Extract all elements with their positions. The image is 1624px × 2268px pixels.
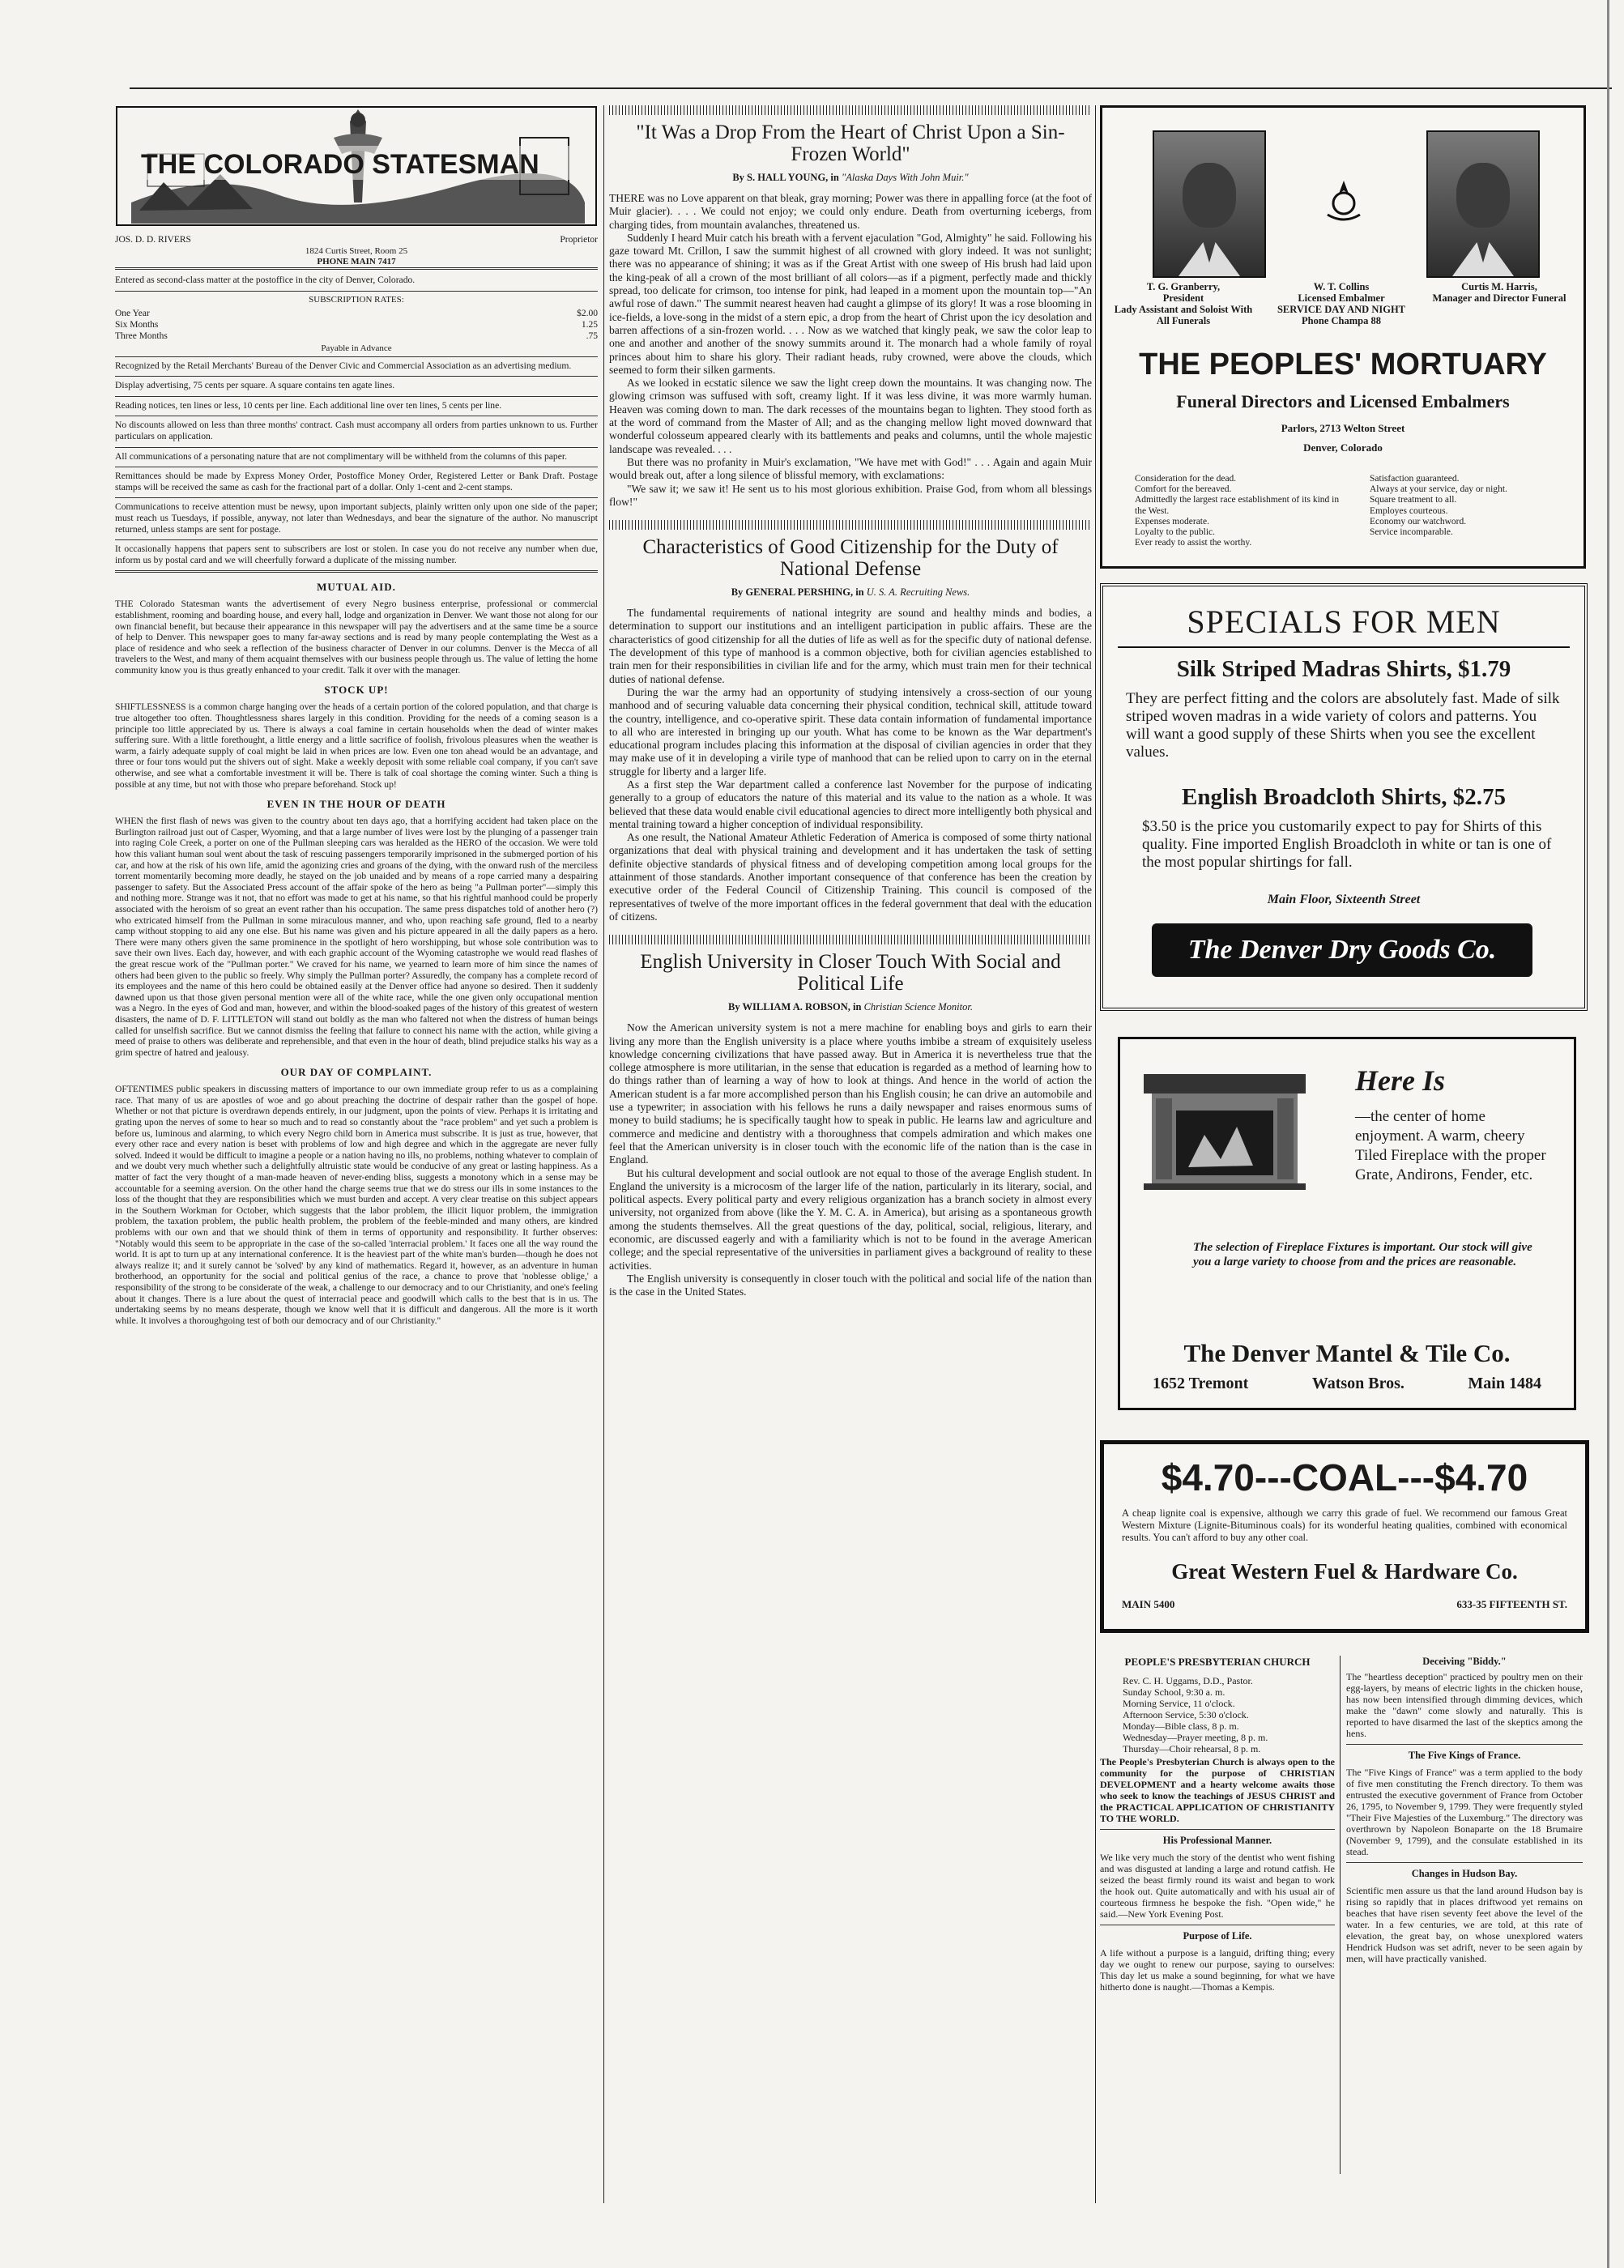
article-title: Characteristics of Good Citizenship for the Duty of National Defense [642,536,1059,581]
column-divider-3 [1340,1656,1341,2174]
mantel-title: Here Is [1355,1064,1445,1097]
mantel-company: The Denver Mantel & Tile Co. [1183,1339,1511,1367]
shorts-column [1346,1656,1583,1969]
article-paragraph: As a first step the War department called a conference last November for the purpose of indicating generally to a group of educators the nature of this material and its value to the nation as a whole. It was believed that these data would enable civil educational agencies to direct more intelligently both physical and mental training toward a higher conception of individual responsibility. [609,778,1092,830]
article-paragraph: During the war the army had an opportunity of studying intensively a cross-section of our young manhood and of securing valuable data concerning their physical condition, technical skill, attitude toward the country, intelligence, and co-operative spirit. These data contain information of fundamental importance to all who are interested in bringing up our youth. What has come to be known as the War department's educational program includes placing this information at the disposal of civilian agencies in order that they may make use of it in developing a virile type of manhood that can be relied upon to carry on in the eternal struggle for liberty and a larger life. [609,685,1092,778]
church-column [1100,1656,1335,1997]
article-paragraph: As we looked in ecstatic silence we saw the light creep down the mountains. It was changing now. The glowing crimson was suffused with soft, creamy light. If it was less divine, it was more warmly human. Heaven was coming down to man. The dark recesses of the mountains began to lighten. They stood forth as at the word of command from the Master of All; and as the changing mellow light moved downward that wonderful colosseum appeared clearly with its battlements and peaks and columns, until the whole majestic landscape was revealed. . . . [609,377,1092,455]
article-rule [609,520,1092,530]
missing-notice: It occasionally happens that papers sent to subscribers are lost or stolen. In case you do not receive any number when due, inform us by postal card and we will cheerfully forward a duplicate of the missing number. [115,544,598,565]
short-title: Deceiving "Biddy." [1422,1656,1507,1667]
article-title: English University in Closer Touch With Social and Political Life [640,951,1061,995]
editorial-title: OUR DAY OF COMPLAINT. [280,1066,433,1079]
editorial-text: WHEN the first flash of news was given to the country about ten days ago, that a horrifying accident had taken place on the Burlington railroad just out of Casper, Wyoming, and that a large number of lives were lost by the plunging of a passenger train into raging Cole Creek, a porter on one of the Pullman sleeping cars was heralded as the HERO of the occasion. We were told how this valiant human soul went about the task of rescuing passengers temporarily imprisoned in the submerged portion of his car, and how at the risk of his own life, amid the agonizing cries and groans of the dying, with the onward rush of the merciless torrent momentarily becoming more deadly, he stayed on the job unaided and by means of a rope carried many a despairing passenger to safety. But the Associated Press account of the affair spoke of the hero as being "a Pullman porter"—simply this and nothing more. Strange was it not, that no effort was made to get at his name, so that his rightful manhood could be properly associated with the heroism of so great an event rather than his occupation. The same press dispatches told of another hero (?) who extricated himself from the Pullman in some miraculous manner, and who, upon reaching safe ground, fled to a nearby camp without stopping to aid any one else. But his name was given and his picture appeared in all the daily papers as a hero. There were many others given the same prominence in the spotlight of hero worshipping, but whose sole contribution was to save their own lives. Each day, however, and with each graphic account of the Wyoming catastrophe we would read flashes of the great rescue work of the "Pullman porter." We craved for his name, we yearned to learn more of him since the names of others had been given to the public so freely. Why simply the Pullman porter? Assuredly, the company has a complete record of its employees and the name of this hero could be obtained easily at the Denver office had anyone so desired. Then it suddenly dawned upon us that those given personal mention were all of the white race, while the one given only occupational mention was a Negro. In the eyes of God and man, however, and within the blood-soaked pages of the history of this greatest of western disasters, the name of D. F. LITTLETON will stand out boldly as the man who faltered not when the distress of human beings called for unselfish sacrifice. But we cannot dismiss the feeling that failure to connect his name with the action, while giving a meed of praise to others was deliberate and reprehensible, and that even in the hour of death, blind prejudice stalks his way as a grim spectre of hatred and jealousy. [115,816,598,1058]
masthead [115,105,598,266]
mantel-ad [1118,1037,1576,1410]
divider [1346,1862,1583,1863]
article-paragraph: But his cultural development and social outlook are not equal to those of the average English student. In England the university is a microcosm of the larger life of the nation, particularly in its literary, social, and political aspects. Every political party and every religious organization has a branch society in almost every university, not organized from above (like the Y. M. C. A. in America), but arising as a spontaneous growth among the students themselves. All the great questions of the day, political, social, religious, literary, and economic, are discussed eagerly and with a familiarity which is not to be found in the average American college; and the special representative of the universities in parliament gives a background of reality to these activities. [609,1166,1092,1272]
fireplace-icon [1140,1070,1310,1192]
portrait-photo [1426,130,1540,278]
denver-dry-goods-logo: The Denver Dry Goods Co. [1152,923,1532,977]
reading-notice: Reading notices, ten lines or less, 10 cents per line. Each additional line over ten lines, 5 cents per line. [115,399,502,411]
mortuary-left-list: Consideration for the dead. Comfort for the bereaved. Admittedly the largest race establishment of its kind in the West. Expenses moderate. Loyalty to the public. Ever ready to assist the worthy. [1135,474,1340,548]
rate-row: Three Months .75 [115,330,598,341]
rates-table [115,308,598,342]
specials-text: They are perfect fitting and the colors are absolutely fast. Made of silk striped woven madras in a wide variety of colors and patterns. You will want a good supply of these Shirts when you see the excellent values. [1126,690,1560,761]
phone: PHONE MAIN 7417 [317,257,396,266]
coal-title: $4.70---COAL---$4.70 [1161,1456,1528,1498]
divider [115,291,598,292]
short-title: His Professional Manner. [1162,1835,1272,1846]
article-paragraph: Suddenly I heard Muir catch his breath with a fervent ejaculation "God, Almighty" he said. Following his gaze toward Mt. Crillon, I saw the summit highest of all crowned with glory indeed. It was not sunlight; there was no appearance of shining; it was as if the Great Artist with one sweep of His brush had laid upon the king-peak of all a crown of the most brilliant of all colors—as if a pigment, perfectly made and thickly spread, too delicate for crimson, too intense for pink, had leaped in a moment upon the mountain top—"An awful rose of dawn." The summit nearest heaven had caught a glimpse of its glory! It was a rose blooming in ice-fields, a love-song in the midst of a stern epic, a drop from the heart of Christ upon the icy desolation and barren affections of a sin-frozen world. . . . Now as we watched that kingly peak, we saw the color leap to one and another and another of the snowy summits around it. The monarch had a whole family of royal princes about him to share his glory. Their radiant heads, ruby crowned, were above the clouds, which seemed to form their silken garments. [609,231,1092,376]
short-text: Scientific men assure us that the land around Hudson bay is rising so rapidly that in places driftwood yet remains on beaches that have risen seventy feet above the level of the water. In a few centuries, we are told, at this rate of elevation, the great bay, on whose unexplored waters Hendrick Hudson was set adrift, never to be seen again by men, will have practically vanished. [1346,1885,1583,1964]
divider [1100,1829,1335,1830]
short-text: A life without a purpose is a languid, drifting thing; every day we ought to renew our purpose, saying to ourselves: This day let us make a sound beginning, for what we have hitherto done is naught.—Thomas a Kempis. [1100,1947,1335,1993]
article-paragraph: The fundamental requirements of national integrity are sound and healthy minds and bodies, a determination to support our institutions and an intelligent participation in public affairs. These are the characteristics of good citizenship for all the duties of life as well as for the specific duty of national defense. The development of this type of manhood is a common objective, both for civilian agencies established to train men for their responsibilities in civilian life and for the army, which must train men for their technical duties of national defense. [609,607,1092,685]
editorial-title: MUTUAL AID. [317,581,396,594]
church-schedule: Rev. C. H. Uggams, D.D., Pastor. Sunday School, 9:30 a. m. Morning Service, 11 o'clock. Afternoon Service, 5:30 o'clock. Monday—Bible class, 8 p. m. Wednesday—Prayer meeting, 8 p. m. Thursday—Choir rehearsal, 8 p. m. [1123,1675,1268,1754]
coal-company: Great Western Fuel & Hardware Co. [1171,1559,1518,1584]
editorial-text: OFTENTIMES public speakers in discussing matters of importance to our own immediate group refer to us as a complaining race. That many of us are apostles of woe and go about preaching the doctrine of despair rather than the gospel of hope. Whether or not that picture is overdrawn depends entirely, in our judgment, upon the points of view. Perhaps it is irritating and grating upon the nerves of some to hear so much and to read so constantly about the "race problem" and yet such a problem is before us, luminous and alarming, to which every Negro child born in America must subscribe. It is just as true, however, that every other race and every nation is beset with problems of low and high degree and which in the aggregate are never fully solved. Indeed it would be difficult to imagine a people or a nation having no ills, no problems, nothing whatever to complain of and we doubt very much whether such a delightfully altruistic state would be conducive of any great or lasting happiness. As a matter of fact the very thought of a man-made heaven of never-ending bliss, suggests a monotony which in a sense may be accountable for a seeming aversion. On the other hand the charge seems true that we do stress our ills in some instances to the loss of the thought that they are responsibilities which we must burden and accept. A very clear treatise on this subject appears in the Southern Workman for October, which suggests that the labor problem, the illicit liquor problem, the immigration problem, the taxation problem, the public health problem, the problem of the feeble-minded and many others, are kindred problems with our own and that we should think of them in terms of opportunity and responsibility. It further observes: "Notably would this seem to be appropriate in the case of the so-called 'interracial problem.' It faces one all the way round the world. It is apt to turn up at any international conference. It is the heaviest part of the white man's burden—though he does not always realize it; and it surely cannot be 'solved' by any kind of mathematics. Regard it, however, as an adventure in human brotherhood, an opportunity for the social and political genius of the race, a chance to prove that 'noblesse oblige,' a responsibility of the strong to be considerate of the weak, a challenge to our democracy and to our Christianity, and one's feeling about it changes. There is a lure about the quest of interracial peace and goodwill which calls to the best that is in us. The undertaking seems by no means desperate, though we know well that it is difficult and dangerous. All the more is it worth while. It involves a thoroughgoing test of both our democracy and of our Christianity." [115,1084,598,1326]
coal-text: A cheap lignite coal is expensive, although we carry this grade of fuel. We recommend our famous Great Western Mixture (Lignite-Bituminous coals) for its wonderful heating qualities, combined with economical results. You can't afford to buy any other coal. [1122,1507,1567,1543]
editorial-text: THE Colorado Statesman wants the advertisement of every Negro business enterprise, professional or commercial establishment, rooming and boarding house, and every hall, lodge and organization in Denver. We want those not along for our own financial benefit, but because their appearance in this newspaper will pay the advertisers and at the same time be a source of help to Denver. This newspaper goes to many far-away sections and is read by many people contemplating the West as a place of residence and who seek a reflection of the business character of Denver in our columns. Denver is the Mecca of all travelers to the West, and many of them acquaint themselves with our business people through us. The value of letting the home community know you is thus greatly enhanced to your credit. Talk it over with the manager. [115,599,598,676]
specials-text: $3.50 is the price you customarily expect to pay for Shirts of this quality. Fine imported English Broadcloth in white or tan is one of the most popular shirtings for fall. [1142,818,1552,871]
church-text: The People's Presbyterian Church is always open to the community for the purpose of CHRISTIAN DEVELOPMENT and a hearty welcome awaits those who seek to know the teachings of JESUS CHRIST and the PRACTICAL APPLICATION OF CHRISTIANITY TO THE WORLD. [1100,1756,1335,1824]
address: 1824 Curtis Street, Room 25 [305,246,408,256]
mantel-note: The selection of Fireplace Fixtures is important. Our stock will give you a large variety to choose from and the prices are reasonable. [1193,1241,1532,1268]
article-paragraph: Now the American university system is not a mere machine for enabling boys and girls to earn their living any more than the English university is a place where youths imbibe a stream of exquisitely useless knowledge concerning civilizations that have passed away. But in America it is nevertheless true that the college atmosphere is more utilitarian, in the sense that education is regarded as a method of learning how to do things rather than of learning a way of how to look at things. And hence in the world of action the American student is a far more accomplished person than his English cousin; he can drive an automobile and use a typewriter; in association with his fellows he runs a daily newspaper and raises enormous sums of money to build stadiums; he is specifically taught how to speak in public. He learns law and agriculture and commerce and medicine and dentistry with a thoroughness that compels admiration and which makes one feel that the American university is in closer touch with the economic life of the nation than is the case in England. [609,1021,1092,1166]
divider [1118,646,1570,648]
display-notice: Display advertising, 75 cents per square. A square contains ten agate lines. [115,380,395,391]
divider [115,497,598,498]
emblem-icon [1321,177,1366,223]
divider [115,356,598,357]
communications-notice: All communications of a personating nature that are not complimentary will be withheld from the columns of this paper. [115,450,567,462]
person-block: W. T. Collins Licensed Embalmer SERVICE DAY AND NIGHT Phone Champa 88 [1277,281,1406,326]
divider [115,570,598,573]
proprietor-name: JOS. D. D. RIVERS [115,235,191,245]
specials-heading: Silk Striped Madras Shirts, $1.79 [1176,656,1511,682]
mortuary-title: THE PEOPLES' MORTUARY [1139,347,1547,382]
divider [115,376,598,377]
article-byline: By WILLIAM A. ROBSON, in Christian Science Monitor. [728,1001,973,1013]
rate-row: Six Months 1.25 [115,319,598,330]
specials-title: SPECIALS FOR MEN [1187,603,1501,640]
divider [115,267,598,270]
proprietor-title: Proprietor [560,235,598,245]
mortuary-city: Denver, Colorado [1303,441,1383,454]
article-paragraph: The English university is consequently in closer touch with the political and social life of the nation than is the case in the United States. [609,1272,1092,1298]
short-title: Purpose of Life. [1183,1930,1252,1942]
short-text: We like very much the story of the dentist who went fishing and was disgusted at landing a large and rotund catfish. He seized the beast firmly round its waist and began to work the hook out. Quite automatically and with his usual air of courteous firmness he bespoke the fish. "Open wide," he said.—New York Evening Post. [1100,1852,1335,1920]
column-divider-1 [603,105,604,2203]
recognized-notice: Recognized by the Retail Merchants' Bureau of the Denver Civic and Commercial Association as an advertising medium. [115,360,572,371]
article-paragraph: As one result, the National Amateur Athletic Federation of America is composed of some thirty national organizations that deal with physical training and development and it has undertaken the task of setting definite objective standards of physical fitness and of developing competition among local groups for the attainment of those standards. Another important consequence of that conference has been the creation by executive order of the Federal Council of Citizenship Training. This council is composed of the representatives of twelve of the more important offices in the federal government that deal with the education of citizens. [609,831,1092,923]
column-1 [115,105,598,1331]
rates-title: SUBSCRIPTION RATES: [309,294,404,305]
article-byline: By S. HALL YOUNG, in "Alaska Days With John Muir." [732,172,969,183]
article-paragraph: THERE was no Love apparent on that bleak, gray morning; Power was there in appalling force (at the foot of Muir glacier). . . . We could not enjoy; we could only endure. Death from overturning icebergs, from charging tides, from mountain avalanches, threatened us. [609,192,1092,231]
church-title: PEOPLE'S PRESBYTERIAN CHURCH [1124,1656,1311,1668]
discounts-notice: No discounts allowed on less than three months' contract. Cash must accompany all orders from parties unknown to us. Further particulars on application. [115,420,598,441]
short-title: The Five Kings of France. [1408,1750,1521,1761]
coal-ad [1100,1440,1589,1633]
divider [115,447,598,448]
column-2 [609,105,1092,1298]
article-paragraph: "We saw it; we saw it! He sent us to his most glorious exhibition. Praise God, from whom all blessings flow!" [609,482,1092,508]
mortuary-ad [1100,105,1586,569]
short-text: The "heartless deception" practiced by poultry men on their egg-layers, by means of electric lights in the chicken house, has now been intensified through dimming devices, which make the "dawn" come slowly and naturally. This is reported to have disarmed the last of the skeptics among the hens. [1346,1671,1583,1739]
person-block: T. G. Granberry, President Lady Assistant and Soloist With All Funerals [1114,281,1253,326]
editorial-text: SHIFTLESSNESS is a common charge hanging over the heads of a certain portion of the colored population, and that charge is true altogether too often. Thoughtlessness shares largely in this condition. Providing for the needs of a coming season is a principle too little appreciated by us. There is always a coal famine in certain households when the dead of winter makes suffering sure. With a little forethought, a little energy and a little sacrifice of foolish, frivolous pleasures when the weather is warm, a fairly adequate supply of coal might be laid in when prices are low. Even one ton ahead would be an advantage, and three or four tons would put the shivers out of sight. Make a weekly deposit with some reliable coal company, if you can't save otherwise, and see what a comfortable investment it will be. There is talk of coal shortage the coming winter. Such a thing is possible at any time, but not with those who prepare beforehand. Stock up! [115,701,598,790]
column-divider-2 [1095,105,1096,2203]
person-block: Curtis M. Harris, Manager and Director Funeral [1432,281,1566,304]
coal-contact: MAIN 5400 633-35 FIFTEENTH ST. [1122,1598,1567,1610]
editorial-title: EVEN IN THE HOUR OF DEATH [266,798,446,811]
news-notice: Communications to receive attention must be newsy, upon important subjects, plainly written only upon one side of the paper; must reach us Tuesdays, if possible, anyway, not later than Wednesdays, and bear the signature of the author. No manuscript returned, unless stamps are sent for postage. [115,501,598,535]
article-title: "It Was a Drop From the Heart of Christ Upon a Sin-Frozen World" [636,122,1065,165]
divider [115,539,598,540]
article-rule [609,105,1092,115]
article-paragraph: But there was no profanity in Muir's exclamation, "We have met with God!" . . . Again and again Muir would break out, after a long silence of blissful memory, with exclamations: [609,455,1092,482]
top-rule [130,87,1612,89]
short-title: Changes in Hudson Bay. [1411,1868,1518,1879]
rate-row: One Year $2.00 [115,308,598,318]
mortuary-right-list: Satisfaction guaranteed. Always at your service, day or night. Square treatment to all. Employes courteous. Economy our watchword. Service incomparable. [1370,474,1507,538]
page-edge [1607,0,1609,2268]
mortuary-subtitle: Funeral Directors and Licensed Embalmers [1176,391,1510,411]
mantel-contact: 1652 Tremont Watson Bros. Main 1484 [1153,1375,1541,1392]
masthead-title: THE COLORADO STATESMAN [141,149,539,180]
remittances-notice: Remittances should be made by Express Money Order, Postoffice Money Order, Registered Letter or Bank Draft. Postage stamps will be received the same as cash for the fractional part of a dollar. Only 1-cent and 2-cent stamps. [115,471,598,492]
article-byline: By GENERAL PERSHING, in U. S. A. Recruiting News. [731,586,970,599]
divider [1346,1744,1583,1745]
specials-heading: English Broadcloth Shirts, $2.75 [1182,784,1506,810]
specials-floor: Main Floor, Sixteenth Street [1267,893,1421,906]
payable-advance: Payable in Advance [321,343,392,353]
specials-ad [1100,583,1588,1011]
divider [115,396,598,397]
entered-notice: Entered as second-class matter at the postoffice in the city of Denver, Colorado. [115,275,416,285]
portrait-photo [1153,130,1266,278]
mortuary-address: Parlors, 2713 Welton Street [1281,422,1405,434]
mantel-text: —the center of home enjoyment. A warm, cheery Tiled Fireplace with the proper Grate, Andirons, Fender, etc. [1355,1108,1546,1183]
article-rule [609,935,1092,944]
short-text: The "Five Kings of France" was a term applied to the body of five men constituting the French directory. To them was entrusted the executive government of France from October 26, 1795, to November 9, 1799. They were frequently styled "Their Five Majesties of the Luxemburg." The directory was overthrown by Napoleon Bonaparte on the 18 Brumaire (November 9, 1799), and the consulate established in its stead. [1346,1767,1583,1857]
proprietor-line [115,235,598,245]
editorial-title: STOCK UP! [324,684,389,697]
